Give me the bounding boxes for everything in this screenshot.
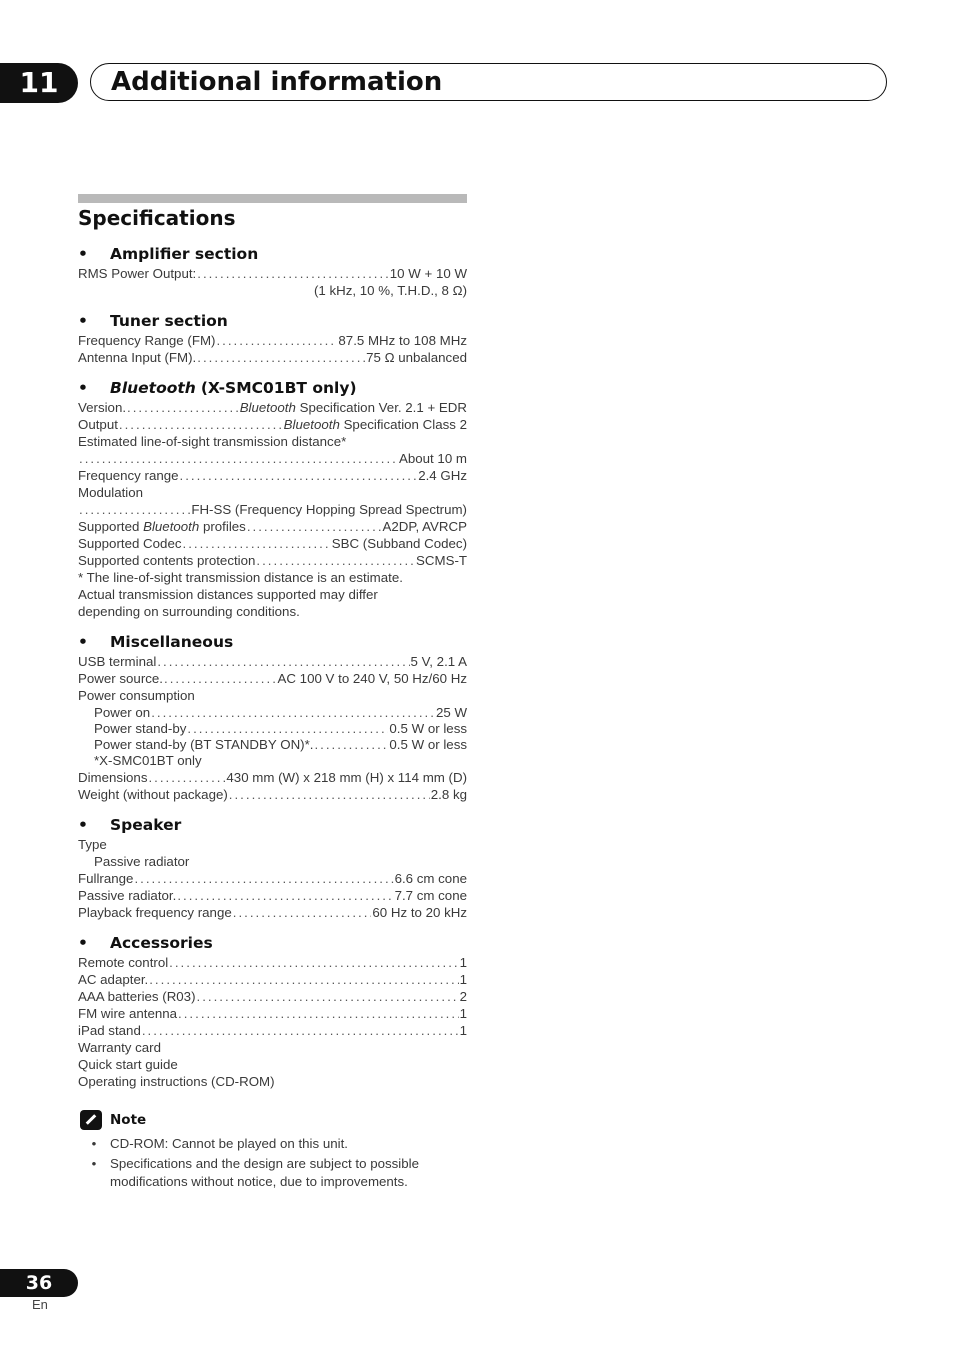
page-number: 36 bbox=[0, 1269, 78, 1297]
accessories-heading: • Accessories bbox=[78, 934, 213, 952]
note-item: • CD-ROM: Cannot be played on this unit. bbox=[91, 1136, 348, 1151]
chapter-title-box bbox=[90, 63, 887, 101]
spec-row-modulation: ..... FH-SS (Frequency Hopping Spread Spectrum) bbox=[78, 501, 467, 518]
spec-row-standby: Power stand-by ..... 0.5 W or less bbox=[78, 721, 467, 737]
language-code: En bbox=[32, 1297, 48, 1312]
speaker-heading: • Speaker bbox=[78, 816, 182, 834]
note-item: • Specifications and the design are subject to possible modifications without notice, due to improvements. bbox=[91, 1156, 419, 1189]
amplifier-heading: • Amplifier section bbox=[78, 245, 259, 263]
spec-row-bt-frequency: Frequency range ..... 2.4 GHz bbox=[78, 467, 467, 484]
accessory-row: FM wire antenna ..... 1 bbox=[78, 1005, 467, 1022]
spec-row-content-protection: Supported contents protection ..... SCMS-T bbox=[78, 552, 467, 569]
section-divider-bar bbox=[78, 194, 467, 203]
spec-row-usb: USB terminal ..... 5 V, 2.1 A bbox=[78, 653, 467, 670]
accessory-item: Operating instructions (CD-ROM) bbox=[78, 1074, 275, 1089]
note-list bbox=[78, 1135, 467, 1191]
bluetooth-footnote-line: depending on surrounding conditions. bbox=[78, 604, 300, 619]
accessory-item: Warranty card bbox=[78, 1040, 162, 1055]
spec-row-fullrange: Fullrange ..... 6.6 cm cone bbox=[78, 870, 467, 887]
note-heading: Note bbox=[78, 1109, 467, 1131]
accessory-row: AAA batteries (R03) ..... 2 bbox=[78, 988, 467, 1005]
spec-row-playback: Playback frequency range ..... 60 Hz to 20 kHz bbox=[78, 904, 467, 921]
spec-row-rms: RMS Power Output: ..... 10 W + 10 W bbox=[78, 265, 467, 282]
miscellaneous-heading: • Miscellaneous bbox=[78, 633, 234, 651]
accessory-row: AC adapter. ..... 1 bbox=[78, 971, 467, 988]
page-title: Specifications bbox=[78, 206, 236, 230]
spec-row-power-source: Power source. ..... AC 100 V to 240 V, 50 Hz/60 Hz bbox=[78, 670, 467, 687]
spec-type-value: Passive radiator bbox=[94, 854, 190, 869]
spec-row-bt-standby: Power stand-by (BT STANDBY ON)*. ..... 0.5 W or less bbox=[78, 737, 467, 753]
accessory-row: Remote control ..... 1 bbox=[78, 954, 467, 971]
spec-row-power-on: Power on ..... 25 W bbox=[78, 704, 467, 721]
spec-row-version: Version. ..... Bluetooth Specification Ver. 2.1 + EDR bbox=[78, 399, 467, 416]
spec-distance-label: Estimated line-of-sight transmission distance* bbox=[78, 434, 347, 449]
spec-rms-condition: (1 kHz, 10 %, T.H.D., 8 Ω) bbox=[313, 283, 467, 298]
spec-row-output: Output ..... Bluetooth Specification Class 2 bbox=[78, 416, 467, 433]
spec-type-label: Type bbox=[78, 837, 107, 852]
spec-row-frequency-range: Frequency Range (FM) ..... 87.5 MHz to 108 MHz bbox=[78, 332, 467, 349]
spec-row-profiles: Supported Bluetooth profiles ..... A2DP, AVRCP bbox=[78, 518, 467, 535]
spec-row-passive-radiator: Passive radiator. ..... 7.7 cm cone bbox=[78, 887, 467, 904]
tuner-heading: • Tuner section bbox=[78, 312, 228, 330]
pencil-icon bbox=[80, 1110, 102, 1130]
spec-row-weight: Weight (without package) ..... 2.8 kg bbox=[78, 786, 467, 803]
spec-modulation-label: Modulation bbox=[78, 485, 144, 500]
spec-row-codec: Supported Codec ..... SBC (Subband Codec) bbox=[78, 535, 467, 552]
accessory-row: iPad stand ..... 1 bbox=[78, 1022, 467, 1039]
spec-power-consumption-label: Power consumption bbox=[78, 688, 195, 703]
bluetooth-footnote-line: * The line-of-sight transmission distance is an estimate. bbox=[78, 570, 403, 585]
bluetooth-heading: • Bluetooth (X-SMC01BT only) bbox=[78, 379, 357, 397]
accessory-item: Quick start guide bbox=[78, 1057, 178, 1072]
chapter-title: Additional information bbox=[111, 67, 443, 97]
chapter-number-badge: 11 bbox=[0, 63, 78, 103]
spec-row-dimensions: Dimensions ..... 430 mm (W) x 218 mm (H) x 114 mm (D) bbox=[78, 769, 467, 786]
bluetooth-footnote-line: Actual transmission distances supported may differ bbox=[78, 587, 378, 602]
specifications-column bbox=[78, 243, 467, 1193]
spec-model-note: *X-SMC01BT only bbox=[94, 753, 202, 768]
spec-row-antenna: Antenna Input (FM). ..... 75 Ω unbalanced bbox=[78, 349, 467, 366]
spec-row-distance: ..... About 10 m bbox=[78, 450, 467, 467]
